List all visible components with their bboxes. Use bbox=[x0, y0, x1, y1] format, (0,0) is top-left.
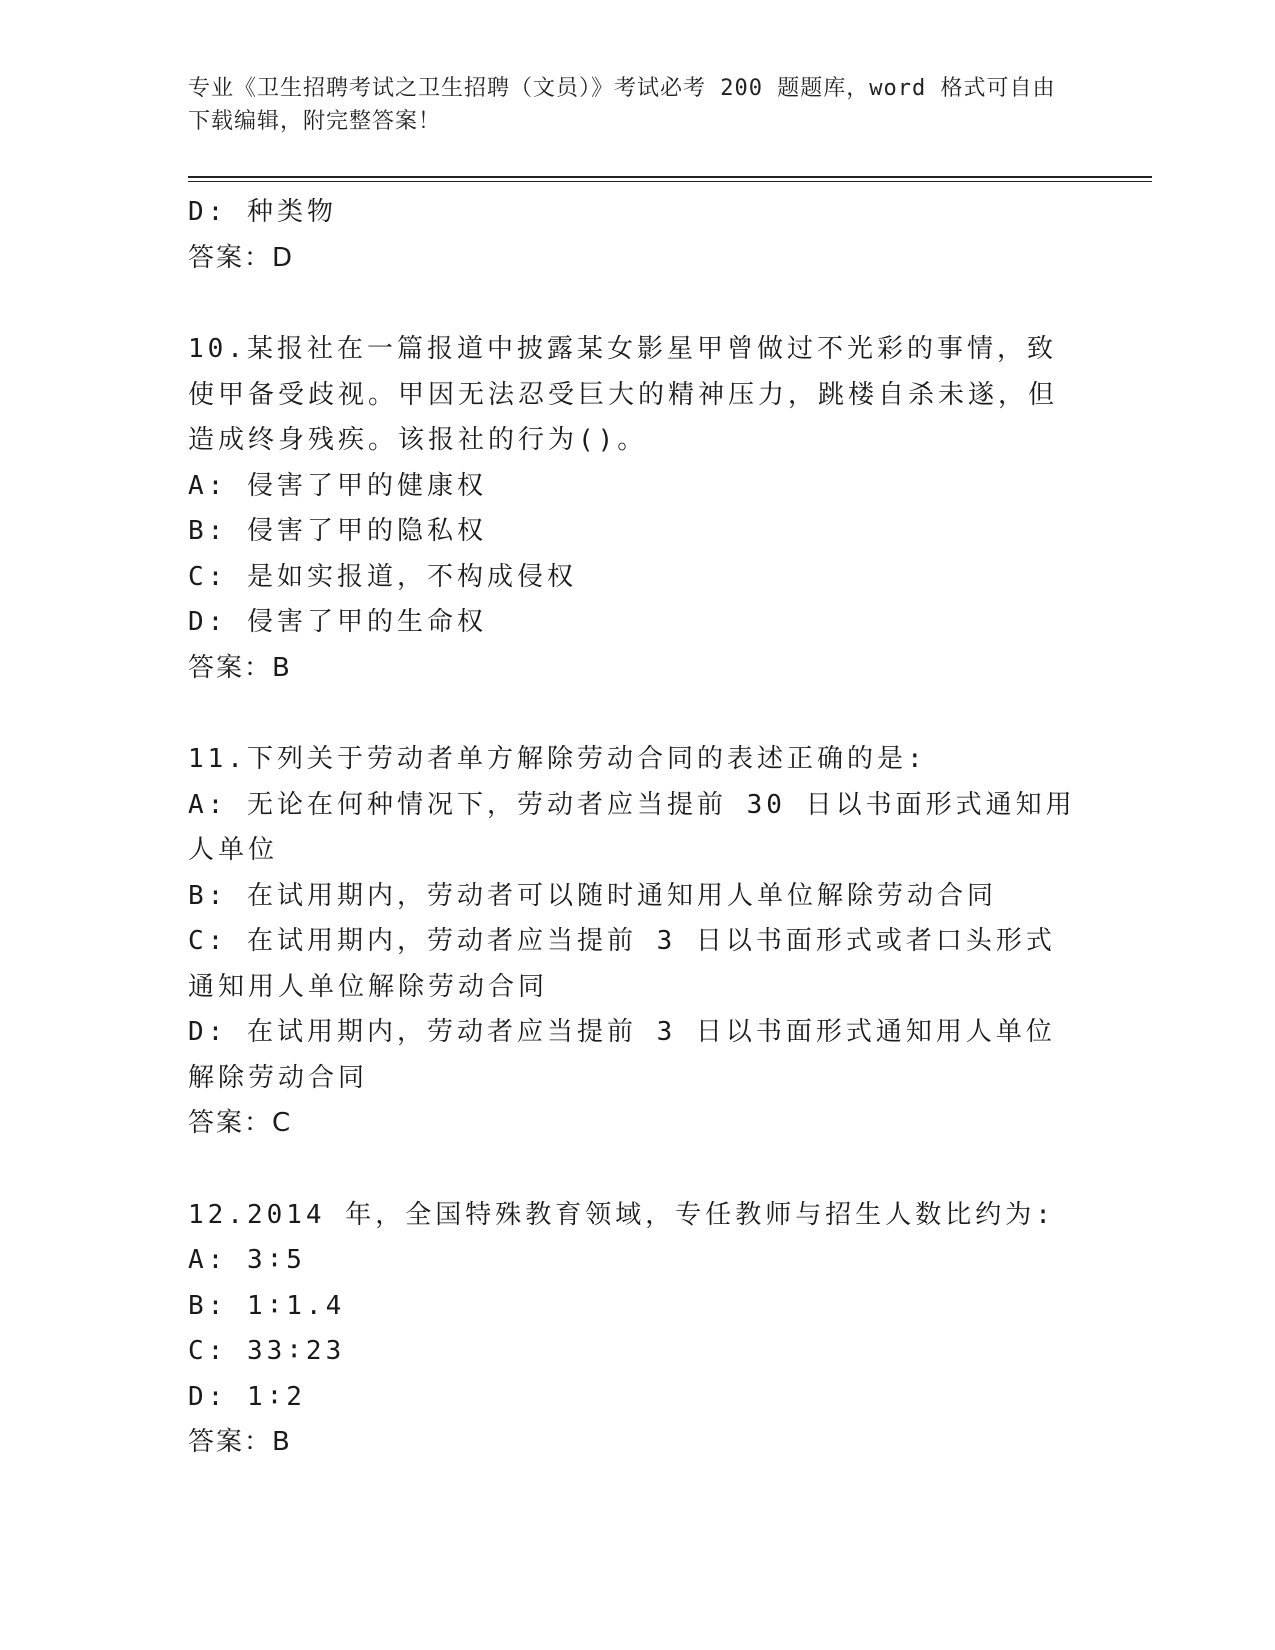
option-d: D: 1∶2 bbox=[188, 1381, 306, 1412]
question-stem: 10.某报社在一篇报道中披露某女影星甲曾做过不光彩的事情，致使甲备受歧视。甲因无法忍受巨大的精神压力，跳楼自杀未遂，但造成终身残疾。该报社的行为()。 bbox=[188, 334, 1059, 455]
option-c: C: 33∶23 bbox=[188, 1336, 346, 1366]
option-d: D: 在试用期内，劳动者应当提前 3 日以书面形式通知用人单位解除劳动合同 bbox=[188, 1017, 1056, 1093]
question-12 bbox=[188, 1193, 1078, 1466]
option-a: A: 3∶5 bbox=[188, 1245, 306, 1275]
header-divider-thick bbox=[188, 176, 1152, 178]
option-b: B: 在试用期内，劳动者可以随时通知用人单位解除劳动合同 bbox=[188, 880, 997, 911]
answer-line: 答案：C bbox=[188, 1108, 293, 1138]
question-stem: 12.2014 年，全国特殊教育领域，专任教师与招生人数比约为: bbox=[188, 1199, 1055, 1230]
question-10 bbox=[188, 327, 1078, 691]
option-c: C: 在试用期内，劳动者应当提前 3 日以书面形式或者口头形式通知用人单位解除劳动合同 bbox=[188, 926, 1056, 1002]
spacer bbox=[188, 281, 1078, 327]
spacer bbox=[188, 691, 1078, 737]
option-d: D: 种类物 bbox=[188, 197, 337, 227]
option-c: C: 是如实报道，不构成侵权 bbox=[188, 561, 577, 592]
spacer bbox=[188, 1147, 1078, 1193]
previous-question-tail bbox=[188, 190, 1078, 281]
answer-line: 答案：B bbox=[188, 652, 292, 683]
option-a: A: 侵害了甲的健康权 bbox=[188, 470, 487, 501]
answer-line: 答案：D bbox=[188, 242, 295, 273]
question-11 bbox=[188, 737, 1078, 1147]
header-divider-thin bbox=[188, 181, 1152, 182]
option-b: B: 侵害了甲的隐私权 bbox=[188, 516, 487, 546]
answer-line: 答案：B bbox=[188, 1427, 292, 1457]
option-b: B: 1∶1.4 bbox=[188, 1290, 346, 1321]
option-a: A: 无论在何种情况下，劳动者应当提前 30 日以书面形式通知用人单位 bbox=[188, 789, 1076, 865]
option-d: D: 侵害了甲的生命权 bbox=[188, 607, 487, 637]
question-content bbox=[188, 190, 1078, 1466]
document-header: 专业《卫生招聘考试之卫生招聘（文员）》考试必考 200 题题库，word 格式可自由下载编辑，附完整答案！ bbox=[188, 76, 1056, 134]
question-stem: 11.下列关于劳动者单方解除劳动合同的表述正确的是: bbox=[188, 744, 927, 774]
